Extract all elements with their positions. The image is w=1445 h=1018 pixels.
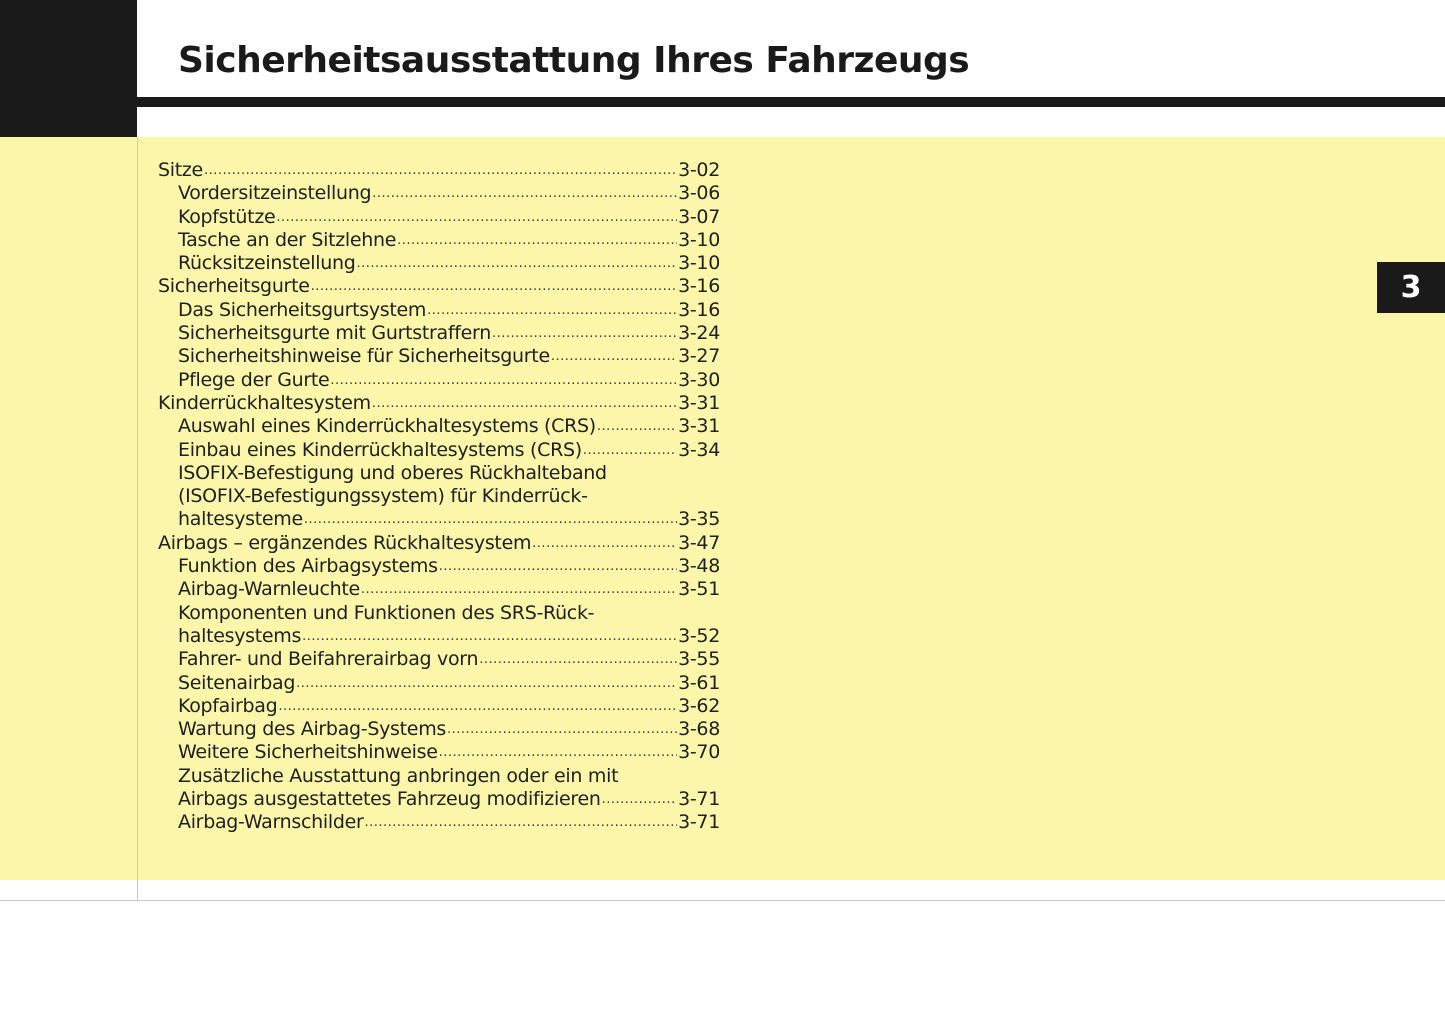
toc-entry-label: Wartung des Airbag-Systems: [178, 718, 447, 741]
toc-entry-line[interactable]: [158, 602, 720, 625]
toc-entry-label: Seitenairbag: [178, 671, 296, 694]
leader-dots: [276, 206, 677, 229]
toc-entry[interactable]: [158, 532, 720, 555]
toc-entry-page: 3-31: [678, 415, 720, 438]
toc-entry-label: haltesystems: [178, 624, 302, 647]
toc-entry[interactable]: [158, 275, 720, 298]
toc-entry-page: 3-02: [678, 159, 720, 181]
toc-entry-page: 3-68: [678, 718, 720, 741]
toc-entry-page: 3-55: [678, 648, 720, 671]
toc-entry-page: 3-47: [678, 531, 720, 554]
toc-entry-line[interactable]: [158, 765, 720, 788]
toc-entry-label-line: (ISOFIX-Befestigungssystem) für Kinderrück-: [178, 485, 588, 508]
toc-entry[interactable]: [158, 648, 720, 671]
toc-entry[interactable]: [158, 625, 720, 648]
leader-dots: [439, 741, 677, 764]
toc-entry[interactable]: [158, 252, 720, 275]
toc-entry-label-line: Zusätzliche Ausstattung anbringen oder ein mit: [178, 764, 619, 787]
leader-dots: [204, 159, 677, 182]
toc-entry[interactable]: [158, 415, 720, 438]
toc-entry[interactable]: [158, 508, 720, 531]
toc-entry-page: 3-06: [678, 182, 720, 205]
toc-entry-page: 3-61: [678, 671, 720, 694]
toc-entry-page: 3-52: [678, 624, 720, 647]
toc-entry-label: Vordersitzeinstellung: [178, 182, 372, 205]
leader-dots: [439, 555, 677, 578]
toc-entry-line[interactable]: [158, 485, 720, 508]
leader-dots: [532, 532, 677, 555]
leader-dots: [602, 788, 678, 811]
toc-entry-page: 3-16: [678, 298, 720, 321]
toc-entry[interactable]: [158, 672, 720, 695]
toc-entry-label: Das Sicherheitsgurtsystem: [178, 298, 427, 321]
toc-entry-page: 3-24: [678, 322, 720, 345]
toc-entry-page: 3-16: [678, 275, 720, 298]
toc-entry[interactable]: [158, 718, 720, 741]
corner-block: [0, 0, 137, 137]
toc-entry[interactable]: [158, 392, 720, 415]
toc-entry[interactable]: [158, 206, 720, 229]
toc-entry-label: Airbag-Warnleuchte: [178, 578, 360, 601]
chapter-tab[interactable]: 3: [1377, 262, 1445, 313]
leader-dots: [361, 578, 677, 601]
leader-dots: [372, 392, 677, 415]
leader-dots: [364, 811, 677, 834]
toc-entry-label: Funktion des Airbagsystems: [178, 555, 438, 578]
toc-entry-label: Airbag-Warnschilder: [178, 811, 364, 834]
leader-dots: [583, 439, 677, 462]
toc-entry[interactable]: [158, 299, 720, 322]
leader-dots: [330, 369, 677, 392]
leader-dots: [357, 252, 678, 275]
page-title: Sicherheitsausstattung Ihres Fahrzeugs: [178, 40, 970, 81]
toc-entry-label: Tasche an der Sitzlehne: [178, 228, 397, 251]
toc-entry-label: Kopfstütze: [178, 205, 276, 228]
leader-dots: [551, 345, 677, 368]
leader-dots: [372, 182, 677, 205]
toc-entry-page: 3-70: [678, 741, 720, 764]
toc-entry[interactable]: [158, 345, 720, 368]
toc-entry[interactable]: [158, 788, 720, 811]
leader-dots: [302, 625, 677, 648]
toc-entry[interactable]: [158, 369, 720, 392]
toc-entry[interactable]: [158, 182, 720, 205]
toc-entry[interactable]: [158, 322, 720, 345]
leader-dots: [479, 648, 677, 671]
toc-entry-page: 3-34: [678, 438, 720, 461]
toc-entry-label: Sitze: [158, 159, 203, 181]
toc-entry-page: 3-71: [678, 811, 720, 834]
toc-entry-page: 3-71: [678, 788, 720, 811]
toc-entry-label: Einbau eines Kinderrückhaltesystems (CRS): [178, 438, 582, 461]
toc-entry-label: Fahrer- und Beifahrerairbag vorn: [178, 648, 479, 671]
leader-dots: [304, 508, 677, 531]
toc-entry-page: 3-07: [678, 205, 720, 228]
toc-entry[interactable]: [158, 695, 720, 718]
toc-entry[interactable]: [158, 229, 720, 252]
footer-divider: [0, 900, 1445, 901]
toc-entry[interactable]: [158, 811, 720, 834]
table-of-contents: [158, 159, 720, 835]
toc-entry[interactable]: [158, 578, 720, 601]
toc-entry[interactable]: [158, 741, 720, 764]
toc-entry-page: 3-10: [678, 228, 720, 251]
leader-dots: [597, 415, 677, 438]
toc-entry-label: Weitere Sicherheitshinweise: [178, 741, 438, 764]
toc-entry-label-line: ISOFIX-Befestigung und oberes Rückhalteband: [178, 461, 607, 484]
toc-entry-label: Sicherheitshinweise für Sicherheitsgurte: [178, 345, 550, 368]
toc-entry-page: 3-51: [678, 578, 720, 601]
toc-entry-line[interactable]: [158, 462, 720, 485]
toc-entry-page: 3-27: [678, 345, 720, 368]
toc-entry-page: 3-10: [678, 252, 720, 275]
toc-entry-label: Sicherheitsgurte mit Gurtstraffern: [178, 322, 491, 345]
toc-entry[interactable]: [158, 555, 720, 578]
toc-entry-label: haltesysteme: [178, 508, 303, 531]
leader-dots: [397, 229, 677, 252]
leader-dots: [447, 718, 677, 741]
leader-dots: [427, 299, 677, 322]
leader-dots: [492, 322, 677, 345]
toc-entry-label: Auswahl eines Kinderrückhaltesystems (CRS): [178, 415, 596, 438]
toc-entry-label: Kopfairbag: [178, 694, 278, 717]
leader-dots: [296, 672, 677, 695]
toc-entry-label-line: Komponenten und Funktionen des SRS-Rück-: [178, 601, 595, 624]
toc-entry-page: 3-62: [678, 694, 720, 717]
toc-entry[interactable]: [158, 159, 720, 182]
toc-entry-page: 3-30: [678, 368, 720, 391]
leader-dots: [311, 275, 677, 298]
toc-entry-page: 3-31: [678, 391, 720, 414]
toc-entry-label: Pflege der Gurte: [178, 368, 330, 391]
toc-entry-label: Airbags ausgestattetes Fahrzeug modifizieren: [178, 788, 601, 811]
toc-entry-page: 3-35: [678, 508, 720, 531]
toc-entry-label: Kinderrückhaltesystem: [158, 391, 371, 414]
toc-entry-label: Airbags – ergänzendes Rückhaltesystem: [158, 531, 532, 554]
toc-entry[interactable]: [158, 439, 720, 462]
toc-entry-label: Rücksitzeinstellung: [178, 252, 356, 275]
toc-entry-page: 3-48: [678, 555, 720, 578]
title-rule: [137, 97, 1445, 107]
toc-entry-label: Sicherheitsgurte: [158, 275, 310, 298]
margin-divider: [137, 137, 138, 901]
leader-dots: [278, 695, 677, 718]
